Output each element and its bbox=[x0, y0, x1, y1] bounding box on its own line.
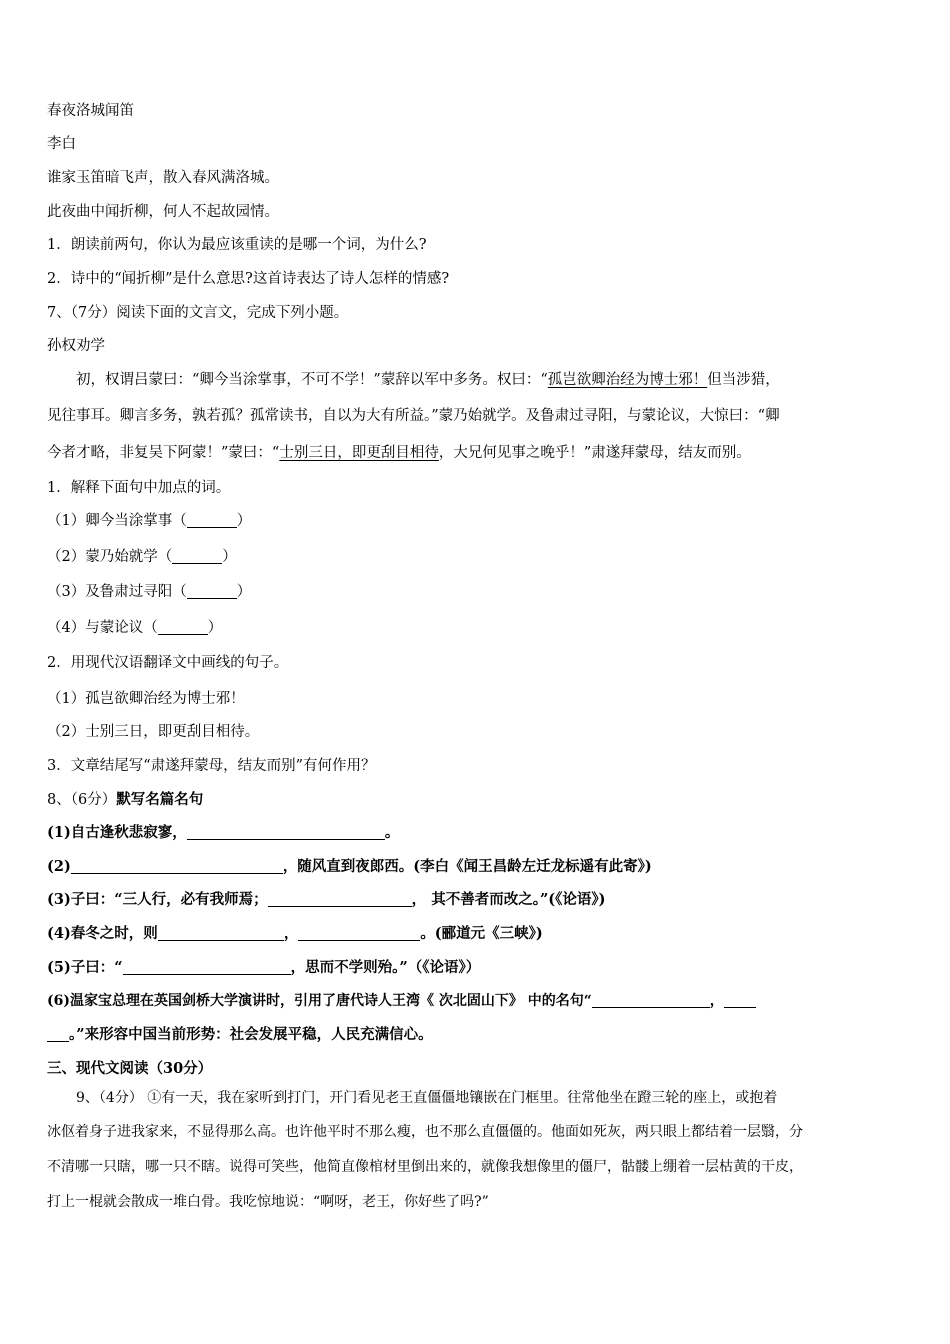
q8-header-number: 8、（6分） bbox=[47, 792, 117, 808]
q8-text: (5)子曰：“ bbox=[47, 959, 123, 976]
q7-translate-1: （1）孤岂欲卿治经为博士邪！ bbox=[47, 691, 245, 707]
q8-text: ， bbox=[709, 993, 724, 1009]
q8-text: (1)自古逢秋悲寂寥， bbox=[47, 824, 187, 841]
passage-text: 初，权谓吕蒙曰：“卿今当涂掌事，不可不学！”蒙辞以军中多务。权曰：“ bbox=[76, 372, 548, 388]
q7-passage-title: 孙权劝学 bbox=[47, 338, 105, 354]
q8-header bbox=[47, 789, 906, 811]
q8-text: 。 bbox=[384, 824, 400, 841]
q8-text: 。”来形容中国当前形势：社会发展平稳，人民充满信心。 bbox=[69, 1026, 433, 1043]
q8-line-2 bbox=[47, 856, 906, 878]
q8-line-3 bbox=[47, 889, 906, 911]
q9-passage-line-3: 不清哪一只瞎，哪一只不瞎。说得可笑些，他简直像棺材里倒出来的，就像我想像里的僵尸，骷髅上绷着一层枯黄的干皮， bbox=[47, 1159, 803, 1175]
q9-passage-line-1: 9、（4分） ①有一天，我在家听到打门，开门看见老王直僵僵地镶嵌在门框里。往常他坐在蹬三轮的座上，或抱着 bbox=[76, 1090, 778, 1106]
answer-blank[interactable] bbox=[123, 958, 291, 975]
q7-header: 7、（7分）阅读下面的文言文，完成下列小题。 bbox=[47, 305, 349, 321]
answer-blank[interactable] bbox=[172, 547, 222, 564]
answer-blank[interactable] bbox=[724, 991, 756, 1008]
poem-line-1: 谁家玉笛暗飞声，散入春风满洛城。 bbox=[47, 170, 279, 186]
q8-text: ， bbox=[283, 925, 299, 942]
q7-item-4 bbox=[47, 617, 906, 639]
answer-blank[interactable] bbox=[187, 511, 237, 528]
answer-blank[interactable] bbox=[187, 823, 385, 840]
q8-text: (3)子曰：“三人行，必有我师焉； bbox=[47, 891, 268, 908]
item-text: （4）与蒙论议（ bbox=[47, 620, 158, 636]
poem-line-2: 此夜曲中闻折柳，何人不起故园情。 bbox=[47, 204, 279, 220]
answer-blank[interactable] bbox=[268, 890, 412, 907]
passage-text: ，大兄何见事之晚乎！”肃遂拜蒙母，结友而别。 bbox=[438, 445, 751, 461]
section-3-title: 三、现代文阅读（30分） bbox=[47, 1060, 213, 1077]
underlined-sentence-1: 孤岂欲卿治经为博士邪！ bbox=[547, 372, 708, 388]
q8-text: (4)春冬之时，则 bbox=[47, 925, 158, 942]
q7-sub-question-1: 1．解释下面句中加点的词。 bbox=[47, 480, 231, 496]
poem-title: 春夜洛城闻笛 bbox=[47, 103, 134, 119]
item-close: ） bbox=[236, 513, 252, 529]
item-text: （3）及鲁肃过寻阳（ bbox=[47, 584, 187, 600]
q8-line-1 bbox=[47, 822, 906, 844]
q7-item-1 bbox=[47, 510, 906, 532]
q8-text: 。(郦道元《三峡》) bbox=[420, 925, 543, 942]
q7-sub-question-3: 3．文章结尾写“肃遂拜蒙母，结友而别”有何作用？ bbox=[47, 758, 376, 774]
q8-text: (2) bbox=[47, 858, 71, 875]
q8-text: ， 其不善者而改之。”(《论语》) bbox=[411, 891, 606, 908]
q7-item-2 bbox=[47, 546, 906, 568]
poem-question-2: 2．诗中的“闻折柳”是什么意思?这首诗表达了诗人怎样的情感? bbox=[47, 271, 450, 287]
q8-text: (6)温家宝总理在英国剑桥大学演讲时，引用了唐代诗人王湾《 次北固山下》 中的名句“ bbox=[47, 993, 592, 1009]
item-text: （1）卿今当涂掌事（ bbox=[47, 513, 187, 529]
passage-text: 但当涉猎， bbox=[707, 372, 780, 388]
q8-line-5 bbox=[47, 957, 906, 979]
poem-author: 李白 bbox=[47, 136, 76, 152]
q8-text: ，随风直到夜郎西。(李白《闻王昌龄左迁龙标遥有此寄》) bbox=[282, 858, 652, 875]
q8-line-6 bbox=[47, 990, 906, 1012]
q7-item-3 bbox=[47, 581, 906, 603]
poem-question-1: 1．朗读前两句，你认为最应该重读的是哪一个词，为什么? bbox=[47, 237, 427, 253]
q7-translate-2: （2）士别三日，即更刮目相待。 bbox=[47, 724, 260, 740]
answer-blank[interactable] bbox=[158, 618, 208, 635]
q7-passage-line-3 bbox=[47, 442, 906, 464]
answer-blank[interactable] bbox=[592, 991, 710, 1008]
item-close: ） bbox=[236, 584, 252, 600]
q8-line-4 bbox=[47, 923, 906, 945]
q8-text: ，思而不学则殆。”（《论语》） bbox=[290, 959, 481, 976]
q7-passage-line-1 bbox=[47, 369, 906, 391]
q8-line-7 bbox=[47, 1024, 906, 1046]
passage-text: 今者才略，非复吴下阿蒙！”蒙曰：“ bbox=[47, 445, 280, 461]
underlined-sentence-2: 士别三日，即更刮目相待 bbox=[279, 445, 439, 461]
q9-passage-line-4: 打上一棍就会散成一堆白骨。我吃惊地说：“啊呀，老王，你好些了吗?” bbox=[47, 1194, 489, 1210]
answer-blank[interactable] bbox=[158, 924, 284, 941]
item-text: （2）蒙乃始就学（ bbox=[47, 549, 173, 565]
item-close: ） bbox=[222, 549, 237, 565]
answer-blank[interactable] bbox=[47, 1025, 69, 1042]
q8-header-title: 默写名篇名句 bbox=[116, 791, 204, 808]
item-close: ） bbox=[207, 620, 223, 636]
answer-blank[interactable] bbox=[298, 924, 420, 941]
answer-blank[interactable] bbox=[71, 857, 283, 874]
answer-blank[interactable] bbox=[187, 582, 237, 599]
q7-sub-question-2: 2．用现代汉语翻译文中画线的句子。 bbox=[47, 655, 289, 671]
q9-passage-line-2: 冰伛着身子进我家来，不显得那么高。也许他平时不那么瘦，也不那么直僵僵的。他面如死灰，两只眼上都结着一层翳，分 bbox=[47, 1124, 803, 1140]
q7-passage-line-2: 见往事耳。卿言多务，孰若孤？孤常读书，自以为大有所益。”蒙乃始就学。及鲁肃过寻阳，与蒙论议，大惊曰：“卿 bbox=[47, 408, 780, 424]
